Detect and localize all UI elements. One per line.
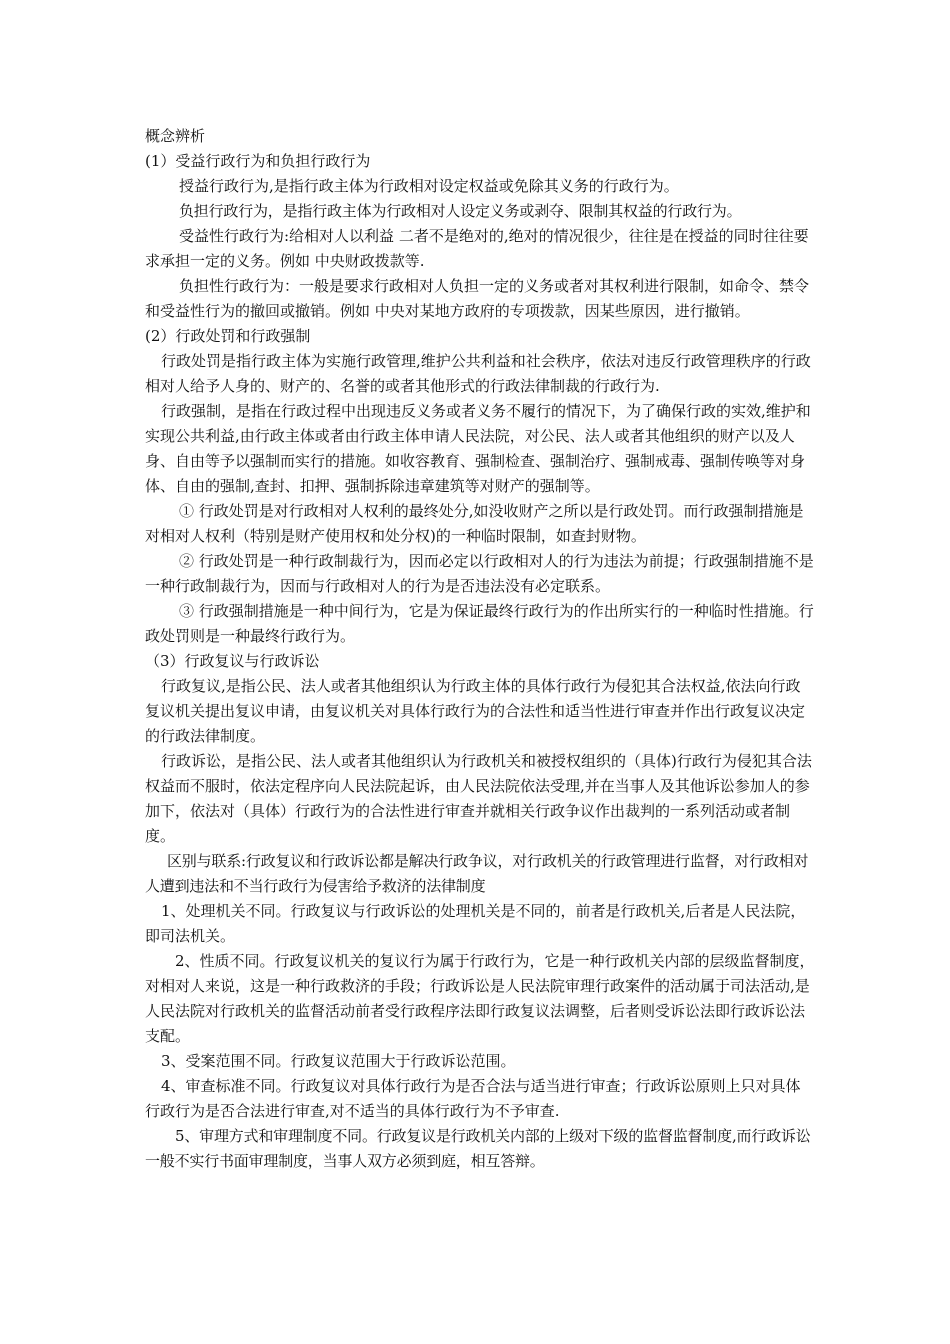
s2-paragraph-3: ① 行政处罚是对行政相对人权利的最终处分,如没收财产之所以是行政处罚。而行政强制措施是对相对人权利（特别是财产使用权和处分权)的一种临时限制，如查封财物。 bbox=[145, 502, 804, 545]
s3-paragraph-4: 1、处理机关不同。行政复议与行政诉讼的处理机关是不同的，前者是行政机关,后者是人民法院，即司法机关。 bbox=[145, 902, 806, 945]
s2-paragraph-4: ② 行政处罚是一种行政制裁行为，因而必定以行政相对人的行为违法为前提；行政强制措施不是一种行政制裁行为，因而与行政相对人的行为是否违法没有必定联系。 bbox=[145, 552, 814, 595]
section-1-heading: (1）受益行政行为和负担行政行为 bbox=[145, 152, 371, 170]
s1-paragraph-1: 授益行政行为,是指行政主体为行政相对设定权益或免除其义务的行政行为。 bbox=[179, 177, 679, 195]
s1-paragraph-3: 受益性行政行为:给相对人以利益 二者不是绝对的,绝对的情况很少，往往是在授益的同时往往要求承担一定的义务。例如 中央财政拨款等. bbox=[145, 227, 809, 270]
section-3-heading: （3）行政复议与行政诉讼 bbox=[145, 652, 320, 670]
s3-paragraph-6: 3、受案范围不同。行政复议范围大于行政诉讼范围。 bbox=[161, 1052, 516, 1070]
s2-paragraph-2: 行政强制，是指在行政过程中出现违反义务或者义务不履行的情况下，为了确保行政的实效,维护和实现公共利益,由行政主体或者由行政主体申请人民法院，对公民、法人或者其他组织的财产以及人身、自由等予以强制而实行的措施。如收容教育、强制检查、强制治疗、强制戒毒、强制传唤等对身体、自由的强制,查封、扣押、强制拆除违章建筑等对财产的强制等。 bbox=[145, 402, 811, 495]
s2-paragraph-5: ③ 行政强制措施是一种中间行为，它是为保证最终行政行为的作出所实行的一种临时性措施。行政处罚则是一种最终行政行为。 bbox=[145, 602, 814, 645]
s1-paragraph-2: 负担行政行为，是指行政主体为行政相对人设定义务或剥夺、限制其权益的行政行为。 bbox=[179, 202, 742, 220]
s3-paragraph-5: 2、性质不同。行政复议机关的复议行为属于行政行为，它是一种行政机关内部的层级监督制度，对相对人来说，这是一种行政救济的手段；行政诉讼是人民法院审理行政案件的活动属于司法活动,是人民法院对行政机关的监督活动前者受行政程序法即行政复议法调整，后者则受诉讼法即行政诉讼法支配。 bbox=[145, 952, 815, 1045]
s3-paragraph-8: 5、审理方式和审理制度不同。行政复议是行政机关内部的上级对下级的监督监督制度,而行政诉讼一般不实行书面审理制度，当事人双方必须到庭，相互答辩。 bbox=[145, 1127, 811, 1170]
document-page bbox=[145, 124, 815, 1174]
s3-paragraph-7: 4、审查标准不同。行政复议对具体行政行为是否合法与适当进行审查；行政诉讼原则上只对具体行政行为是否合法进行审查,对不适当的具体行政行为不予审查. bbox=[145, 1077, 801, 1120]
section-2-heading: (2）行政处罚和行政强制 bbox=[145, 327, 311, 345]
s3-paragraph-1: 行政复议,是指公民、法人或者其他组织认为行政主体的具体行政行为侵犯其合法权益,依法向行政复议机关提出复议申请，由复议机关对具体行政行为的合法性和适当性进行审查并作出行政复议决定的行政法律制度。 bbox=[145, 677, 806, 745]
s1-paragraph-4: 负担性行政行为：一般是要求行政相对人负担一定的义务或者对其权利进行限制，如命令、禁令和受益性行为的撤回或撤销。例如 中央对某地方政府的专项拨款，因某些原因，进行撤销。 bbox=[145, 277, 810, 320]
s3-paragraph-3: 区别与联系:行政复议和行政诉讼都是解决行政争议，对行政机关的行政管理进行监督，对行政相对人遭到违法和不当行政行为侵害给予救济的法律制度 bbox=[145, 852, 809, 895]
s3-paragraph-2: 行政诉讼，是指公民、法人或者其他组织认为行政机关和被授权组织的（具体)行政行为侵犯其合法权益而不服时，依法定程序向人民法院起诉，由人民法院依法受理,并在当事人及其他诉讼参加人的参加下，依法对（具体）行政行为的合法性进行审查并就相关行政争议作出裁判的一系列活动或者制度。 bbox=[145, 752, 812, 845]
s2-paragraph-1: 行政处罚是指行政主体为实施行政管理,维护公共利益和社会秩序，依法对违反行政管理秩序的行政相对人给予人身的、财产的、名誉的或者其他形式的行政法律制裁的行政行为. bbox=[145, 352, 811, 395]
doc-title: 概念辨析 bbox=[145, 127, 206, 145]
